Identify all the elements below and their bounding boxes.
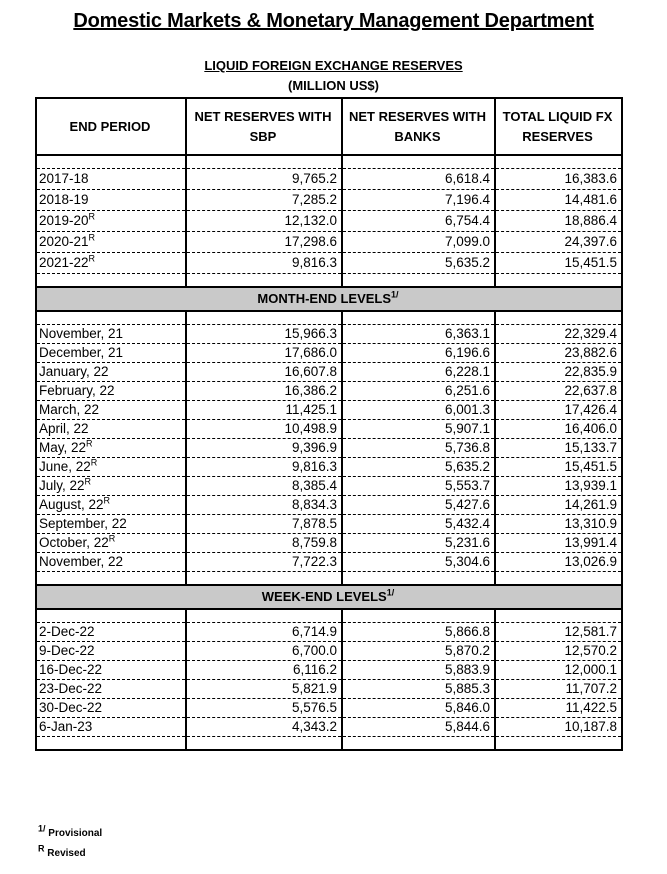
spacer-row — [36, 609, 622, 623]
week-end-section-label-cell — [36, 585, 622, 609]
net-sbp-cell: 6,700.0 — [186, 642, 342, 661]
header-row — [36, 98, 622, 155]
table-row — [36, 553, 622, 572]
net-banks-cell: 7,099.0 — [342, 232, 495, 253]
net-sbp-cell: 7,285.2 — [186, 190, 342, 211]
spacer-cell — [186, 155, 342, 169]
period-label: November, 22 — [39, 554, 124, 569]
period-cell — [36, 382, 186, 401]
spacer-row — [36, 274, 622, 288]
table-row — [36, 420, 622, 439]
period-cell — [36, 515, 186, 534]
net-sbp-cell: 16,386.2 — [186, 382, 342, 401]
total-cell: 15,133.7 — [495, 439, 622, 458]
period-cell — [36, 496, 186, 515]
spacer-row — [36, 737, 622, 751]
net-sbp-cell: 7,878.5 — [186, 515, 342, 534]
period-cell — [36, 718, 186, 737]
table-row — [36, 534, 622, 553]
week-end-section — [36, 585, 622, 609]
period-cell — [36, 232, 186, 253]
header-net-banks: NET RESERVES WITH BANKS — [342, 98, 495, 155]
spacer-cell — [342, 274, 495, 288]
period-cell — [36, 439, 186, 458]
month-end-section-label-cell — [36, 287, 622, 311]
period-label: November, 21 — [39, 326, 124, 341]
table-row — [36, 477, 622, 496]
table-body — [36, 155, 622, 750]
total-cell: 13,310.9 — [495, 515, 622, 534]
net-sbp-cell: 5,821.9 — [186, 680, 342, 699]
net-sbp-cell: 4,343.2 — [186, 718, 342, 737]
table-row — [36, 680, 622, 699]
spacer-row — [36, 155, 622, 169]
provisional-mark: 1/ — [386, 587, 395, 598]
net-sbp-cell: 17,686.0 — [186, 344, 342, 363]
table-row — [36, 699, 622, 718]
period-cell — [36, 344, 186, 363]
period-cell — [36, 169, 186, 190]
revision-mark: R — [84, 476, 92, 487]
period-cell — [36, 642, 186, 661]
period-label: June, 22 — [39, 459, 91, 474]
month-end-section-label: MONTH-END LEVELS — [257, 291, 392, 306]
net-sbp-cell: 9,816.3 — [186, 458, 342, 477]
period-label: 2020-21 — [39, 234, 89, 249]
total-cell: 24,397.6 — [495, 232, 622, 253]
period-cell — [36, 534, 186, 553]
period-label: September, 22 — [39, 516, 127, 531]
header-end-period: END PERIOD — [36, 98, 186, 155]
net-banks-cell: 5,885.3 — [342, 680, 495, 699]
net-sbp-cell: 15,966.3 — [186, 325, 342, 344]
period-cell — [36, 401, 186, 420]
net-sbp-cell: 7,722.3 — [186, 553, 342, 572]
spacer-cell — [36, 155, 186, 169]
revision-mark: R — [88, 253, 96, 264]
table-row — [36, 325, 622, 344]
net-sbp-cell: 6,714.9 — [186, 623, 342, 642]
period-cell — [36, 190, 186, 211]
table-row — [36, 718, 622, 737]
total-cell: 23,882.6 — [495, 344, 622, 363]
period-label: 30-Dec-22 — [39, 700, 103, 715]
net-sbp-cell: 5,576.5 — [186, 699, 342, 718]
total-cell: 12,581.7 — [495, 623, 622, 642]
total-cell: 22,329.4 — [495, 325, 622, 344]
spacer-cell — [342, 609, 495, 623]
net-banks-cell: 5,866.8 — [342, 623, 495, 642]
spacer-cell — [342, 311, 495, 325]
net-banks-cell: 5,635.2 — [342, 253, 495, 274]
net-banks-cell: 6,228.1 — [342, 363, 495, 382]
net-sbp-cell: 11,425.1 — [186, 401, 342, 420]
total-cell: 12,570.2 — [495, 642, 622, 661]
net-banks-cell: 5,907.1 — [342, 420, 495, 439]
spacer-cell — [495, 609, 622, 623]
net-banks-cell: 5,427.6 — [342, 496, 495, 515]
net-sbp-cell: 6,116.2 — [186, 661, 342, 680]
total-cell: 22,637.8 — [495, 382, 622, 401]
period-cell — [36, 363, 186, 382]
month-end-section — [36, 287, 622, 311]
week-end-section-label: WEEK-END LEVELS — [261, 589, 387, 604]
table-row — [36, 661, 622, 680]
total-cell: 18,886.4 — [495, 211, 622, 232]
total-cell: 15,451.5 — [495, 253, 622, 274]
period-label: 23-Dec-22 — [39, 681, 103, 696]
net-banks-cell: 6,001.3 — [342, 401, 495, 420]
period-cell — [36, 477, 186, 496]
net-banks-cell: 5,432.4 — [342, 515, 495, 534]
revision-mark: R — [88, 211, 96, 222]
table-row — [36, 515, 622, 534]
total-cell: 11,707.2 — [495, 680, 622, 699]
net-sbp-cell: 17,298.6 — [186, 232, 342, 253]
table-row — [36, 623, 622, 642]
period-label: February, 22 — [39, 383, 115, 398]
net-banks-cell: 5,870.2 — [342, 642, 495, 661]
period-label: May, 22 — [39, 440, 87, 455]
net-sbp-cell: 10,498.9 — [186, 420, 342, 439]
total-cell: 13,939.1 — [495, 477, 622, 496]
net-banks-cell: 5,736.8 — [342, 439, 495, 458]
period-label: April, 22 — [39, 421, 89, 436]
table-row — [36, 642, 622, 661]
spacer-cell — [495, 572, 622, 586]
footnote-text: Revised — [47, 848, 86, 859]
period-label: 9-Dec-22 — [39, 643, 95, 658]
total-cell: 11,422.5 — [495, 699, 622, 718]
spacer-cell — [36, 609, 186, 623]
period-label: December, 21 — [39, 345, 124, 360]
net-banks-cell: 6,754.4 — [342, 211, 495, 232]
period-cell — [36, 420, 186, 439]
period-cell — [36, 699, 186, 718]
period-label: 16-Dec-22 — [39, 662, 103, 677]
net-sbp-cell: 9,765.2 — [186, 169, 342, 190]
net-banks-cell: 6,196.6 — [342, 344, 495, 363]
reserves-table — [35, 97, 623, 751]
spacer-cell — [342, 737, 495, 751]
table-row — [36, 253, 622, 274]
spacer-row — [36, 572, 622, 586]
period-label: 2-Dec-22 — [39, 624, 95, 639]
period-cell — [36, 553, 186, 572]
period-label: January, 22 — [39, 364, 109, 379]
table-row — [36, 211, 622, 232]
period-cell — [36, 458, 186, 477]
spacer-cell — [36, 311, 186, 325]
net-banks-cell: 5,231.6 — [342, 534, 495, 553]
spacer-cell — [342, 155, 495, 169]
revision-mark: R — [108, 533, 116, 544]
header-net-sbp: NET RESERVES WITH SBP — [186, 98, 342, 155]
header-total: TOTAL LIQUID FX RESERVES — [495, 98, 622, 155]
spacer-cell — [186, 572, 342, 586]
net-sbp-cell: 12,132.0 — [186, 211, 342, 232]
table-row — [36, 439, 622, 458]
total-cell: 15,451.5 — [495, 458, 622, 477]
period-cell — [36, 623, 186, 642]
net-banks-cell: 5,304.6 — [342, 553, 495, 572]
period-label: July, 22 — [39, 478, 85, 493]
total-cell: 12,000.1 — [495, 661, 622, 680]
net-banks-cell: 5,883.9 — [342, 661, 495, 680]
net-sbp-cell: 8,834.3 — [186, 496, 342, 515]
footnote-text: Provisional — [48, 828, 103, 839]
table-title: LIQUID FOREIGN EXCHANGE RESERVES — [204, 58, 463, 73]
spacer-cell — [186, 311, 342, 325]
spacer-cell — [495, 737, 622, 751]
spacer-cell — [36, 737, 186, 751]
revision-mark: R — [103, 495, 111, 506]
total-cell: 17,426.4 — [495, 401, 622, 420]
net-banks-cell: 5,553.7 — [342, 477, 495, 496]
table-row — [36, 344, 622, 363]
net-banks-cell: 5,844.6 — [342, 718, 495, 737]
period-cell — [36, 661, 186, 680]
period-label: March, 22 — [39, 402, 100, 417]
table-row — [36, 169, 622, 190]
period-cell — [36, 680, 186, 699]
revision-mark: R — [90, 457, 98, 468]
net-banks-cell: 6,618.4 — [342, 169, 495, 190]
spacer-cell — [495, 274, 622, 288]
net-sbp-cell: 9,816.3 — [186, 253, 342, 274]
spacer-cell — [36, 572, 186, 586]
period-label: August, 22 — [39, 497, 104, 512]
spacer-cell — [342, 572, 495, 586]
total-cell: 14,261.9 — [495, 496, 622, 515]
table-row — [36, 382, 622, 401]
period-label: 6-Jan-23 — [39, 719, 93, 734]
revision-mark: R — [86, 438, 93, 449]
period-label: 2021-22 — [39, 255, 89, 270]
spacer-cell — [186, 274, 342, 288]
footnote-mark: 1/ — [38, 823, 46, 834]
provisional-mark: 1/ — [391, 289, 399, 300]
total-cell: 22,835.9 — [495, 363, 622, 382]
total-cell: 13,991.4 — [495, 534, 622, 553]
period-label: 2018-19 — [39, 192, 89, 207]
total-cell: 16,406.0 — [495, 420, 622, 439]
total-cell: 10,187.8 — [495, 718, 622, 737]
period-label: 2019-20 — [39, 213, 89, 228]
spacer-row — [36, 311, 622, 325]
total-cell: 16,383.6 — [495, 169, 622, 190]
period-label: October, 22 — [39, 535, 109, 550]
net-sbp-cell: 16,607.8 — [186, 363, 342, 382]
footnote-mark: R — [38, 843, 45, 854]
department-title: Domestic Markets & Monetary Management Department — [73, 10, 594, 32]
net-banks-cell: 6,251.6 — [342, 382, 495, 401]
net-banks-cell: 7,196.4 — [342, 190, 495, 211]
period-cell — [36, 253, 186, 274]
net-banks-cell: 6,363.1 — [342, 325, 495, 344]
period-cell — [36, 211, 186, 232]
period-cell — [36, 325, 186, 344]
total-cell: 13,026.9 — [495, 553, 622, 572]
period-label: 2017-18 — [39, 171, 89, 186]
net-sbp-cell: 8,759.8 — [186, 534, 342, 553]
table-row — [36, 232, 622, 253]
table-row — [36, 401, 622, 420]
net-banks-cell: 5,635.2 — [342, 458, 495, 477]
footnote-revised — [38, 843, 86, 859]
revision-mark: R — [88, 232, 96, 243]
spacer-cell — [186, 609, 342, 623]
footnote-provisional — [38, 823, 103, 839]
total-cell: 14,481.6 — [495, 190, 622, 211]
table-row — [36, 190, 622, 211]
table-row — [36, 496, 622, 515]
spacer-cell — [495, 155, 622, 169]
net-banks-cell: 5,846.0 — [342, 699, 495, 718]
spacer-cell — [495, 311, 622, 325]
net-sbp-cell: 8,385.4 — [186, 477, 342, 496]
table-row — [36, 458, 622, 477]
net-sbp-cell: 9,396.9 — [186, 439, 342, 458]
table-unit: (MILLION US$) — [288, 78, 379, 93]
spacer-cell — [36, 274, 186, 288]
spacer-cell — [186, 737, 342, 751]
table-row — [36, 363, 622, 382]
